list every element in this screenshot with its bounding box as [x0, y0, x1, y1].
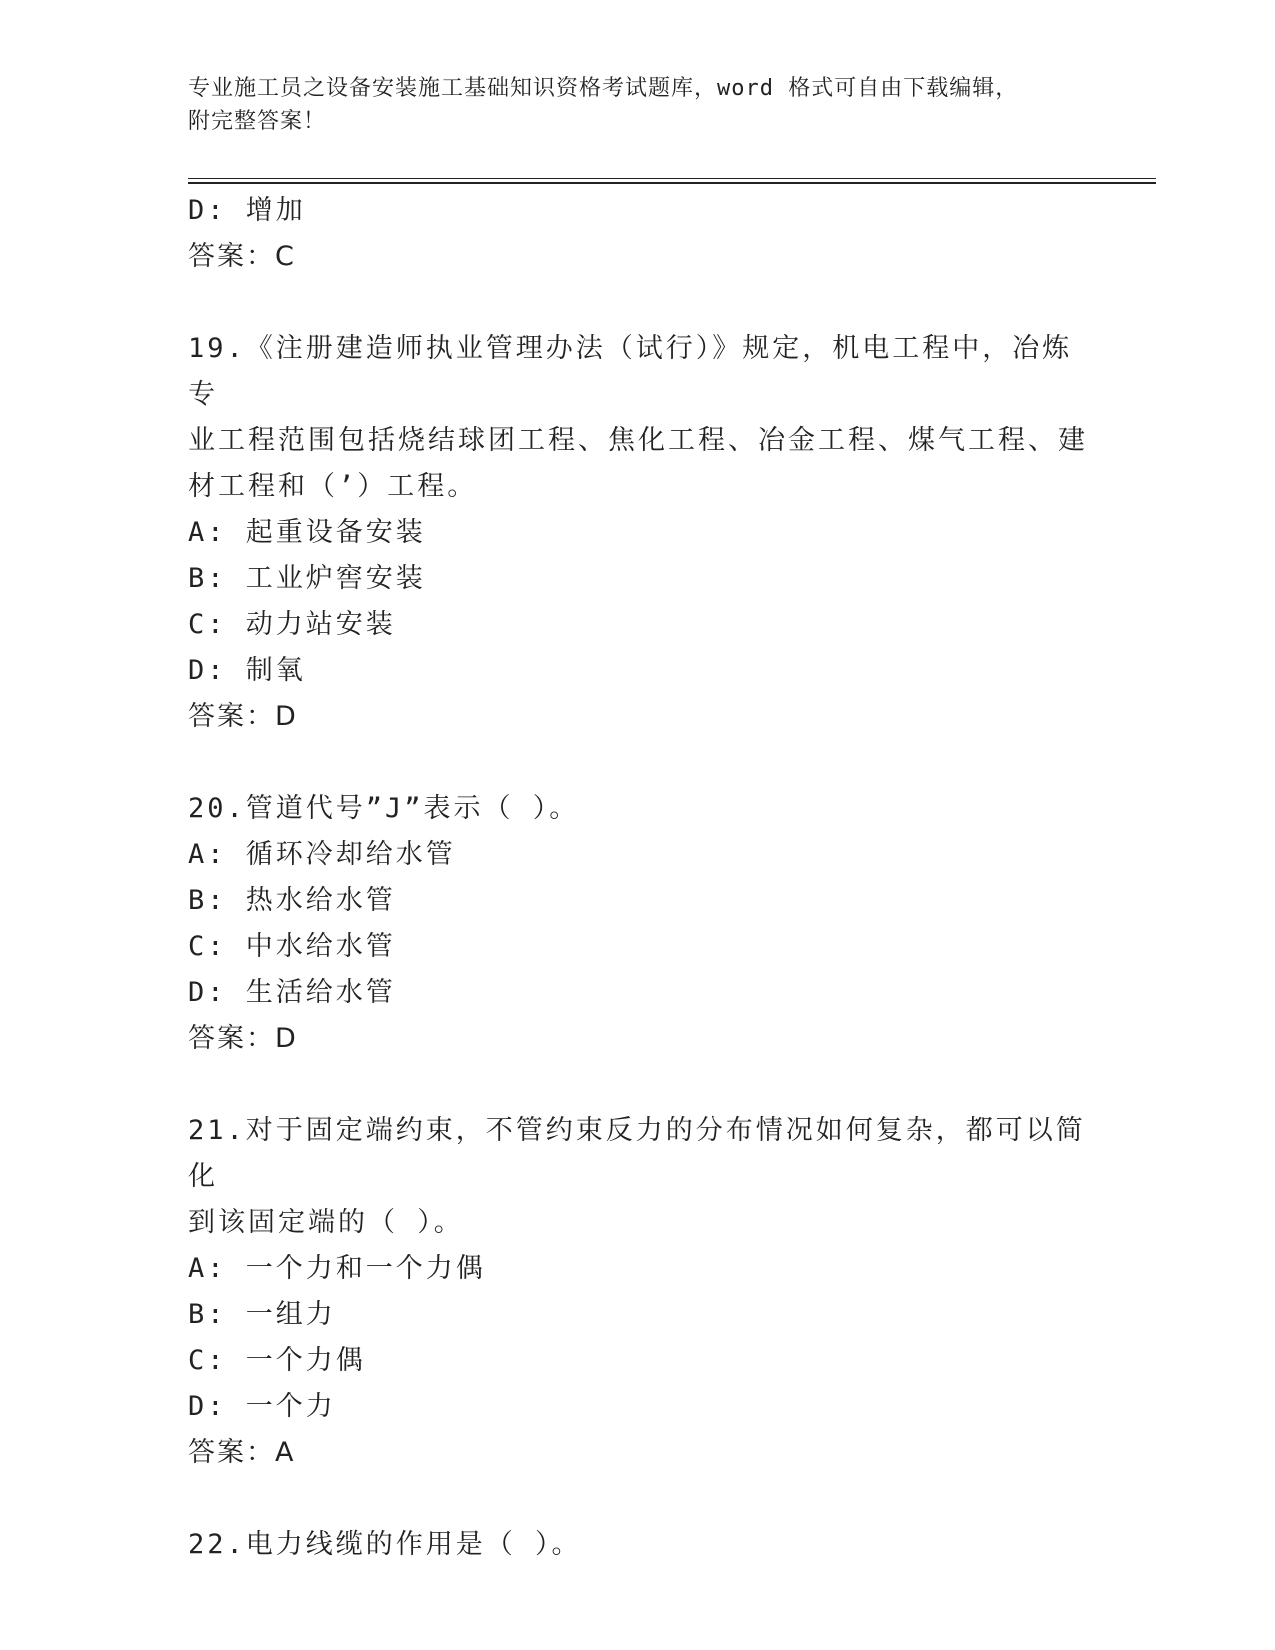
header-divider-thick: [188, 182, 1156, 184]
question-stem-line: 材工程和（’）工程。: [188, 471, 478, 502]
option-b: B: 工业炉窖安装: [188, 563, 426, 594]
question-stem-line: 20.管道代号”J”表示（ ）。: [188, 793, 580, 824]
previous-question-tail: [188, 188, 1088, 280]
answer-line: 答案：D: [188, 1023, 298, 1054]
question-19: [188, 326, 1088, 740]
option-d: D: 生活给水管: [188, 977, 396, 1008]
page-header: [188, 72, 1088, 138]
question-22: [188, 1522, 1088, 1568]
option-a: A: 一个力和一个力偶: [188, 1253, 486, 1284]
option-b: B: 热水给水管: [188, 885, 396, 916]
header-line-2: 附完整答案！: [188, 109, 327, 134]
question-stem-line: 到该固定端的（ ）。: [188, 1207, 464, 1238]
option-c: C: 中水给水管: [188, 931, 396, 962]
question-content: [188, 188, 1088, 1568]
answer-line: 答案：D: [188, 701, 298, 732]
option-a: A: 起重设备安装: [188, 517, 426, 548]
question-stem-line: 19.《注册建造师执业管理办法（试行）》规定，机电工程中，冶炼专: [188, 333, 1073, 410]
question-stem-line: 22.电力线缆的作用是（ ）。: [188, 1529, 582, 1560]
header-divider-thin: [188, 178, 1156, 179]
option-d: D: 增加: [188, 195, 306, 226]
option-c: C: 一个力偶: [188, 1345, 366, 1376]
option-b: B: 一组力: [188, 1299, 336, 1330]
option-d: D: 一个力: [188, 1391, 336, 1422]
header-line-1: 专业施工员之设备安装施工基础知识资格考试题库，word 格式可自由下载编辑，: [188, 76, 1019, 101]
option-d: D: 制氧: [188, 655, 306, 686]
question-21: [188, 1108, 1088, 1476]
answer-line: 答案：C: [188, 241, 296, 272]
question-20: [188, 786, 1088, 1062]
question-stem-line: 21.对于固定端约束，不管约束反力的分布情况如何复杂，都可以简化: [188, 1115, 1086, 1192]
option-c: C: 动力站安装: [188, 609, 396, 640]
option-a: A: 循环冷却给水管: [188, 839, 456, 870]
question-stem-line: 业工程范围包括烧结球团工程、焦化工程、冶金工程、煤气工程、建: [188, 425, 1088, 456]
answer-line: 答案：A: [188, 1437, 296, 1468]
